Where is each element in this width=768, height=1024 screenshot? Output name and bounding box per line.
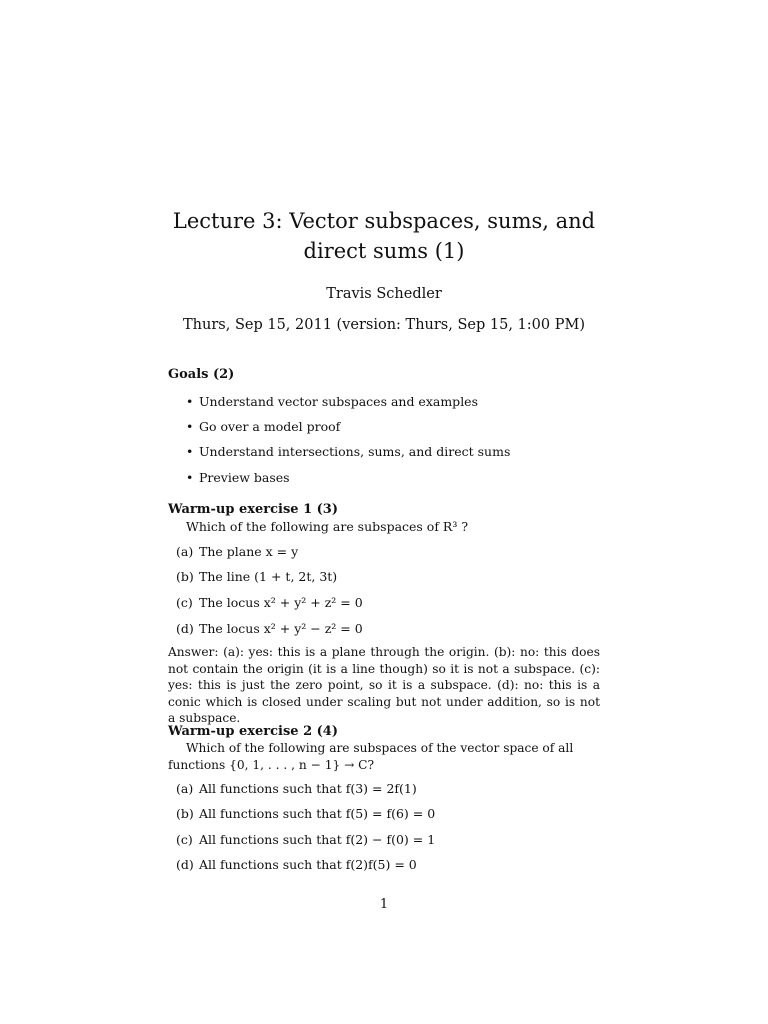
bullet-icon: •	[186, 444, 194, 459]
warmup2-heading: Warm-up exercise 2 (4)	[168, 724, 338, 739]
goal-item: • Understand vector subspaces and examples	[186, 394, 478, 409]
bullet-icon: •	[186, 470, 194, 485]
warmup2-question: Which of the following are subspaces of the vector space of all functions {0, 1, . . . , n − 1} → C?	[168, 741, 574, 772]
option-item: (d) The locus x² + y² − z² = 0	[176, 621, 363, 636]
author-name: Travis Schedler	[326, 286, 442, 302]
option-item: (c) The locus x² + y² + z² = 0	[176, 595, 363, 610]
option-item: (a) All functions such that f(3) = 2f(1)	[176, 781, 417, 796]
warmup1-answer: Answer: (a): yes: this is a plane through the origin. (b): no: this does not contain the origin (it is a line though) so it is not a subspace. (c): yes: this is just the zero point, so it is a subspace. (d): no: this is a conic which is closed under scaling but not under addition, so is not a subspace.	[168, 645, 600, 725]
lecture-title: Lecture 3: Vector subspaces, sums, and direct sums (1)	[172, 209, 596, 263]
goal-item: • Preview bases	[186, 470, 290, 485]
option-item: (d) All functions such that f(2)f(5) = 0	[176, 857, 417, 872]
goal-item: • Go over a model proof	[186, 419, 341, 434]
option-item: (a) The plane x = y	[176, 544, 299, 559]
bullet-icon: •	[186, 394, 194, 409]
goal-item: • Understand intersections, sums, and direct sums	[186, 444, 511, 459]
lecture-date: Thurs, Sep 15, 2011 (version: Thurs, Sep 15, 1:00 PM)	[183, 317, 585, 333]
page-number: 1	[379, 897, 389, 912]
bullet-icon: •	[186, 419, 194, 434]
warmup1-heading: Warm-up exercise 1 (3)	[168, 502, 338, 517]
option-item: (b) The line (1 + t, 2t, 3t)	[176, 569, 338, 584]
goals-heading: Goals (2)	[168, 367, 235, 382]
option-item: (b) All functions such that f(5) = f(6) = 0	[176, 806, 436, 821]
warmup1-question: Which of the following are subspaces of R³ ?	[186, 519, 469, 534]
option-item: (c) All functions such that f(2) − f(0) = 1	[176, 832, 436, 847]
